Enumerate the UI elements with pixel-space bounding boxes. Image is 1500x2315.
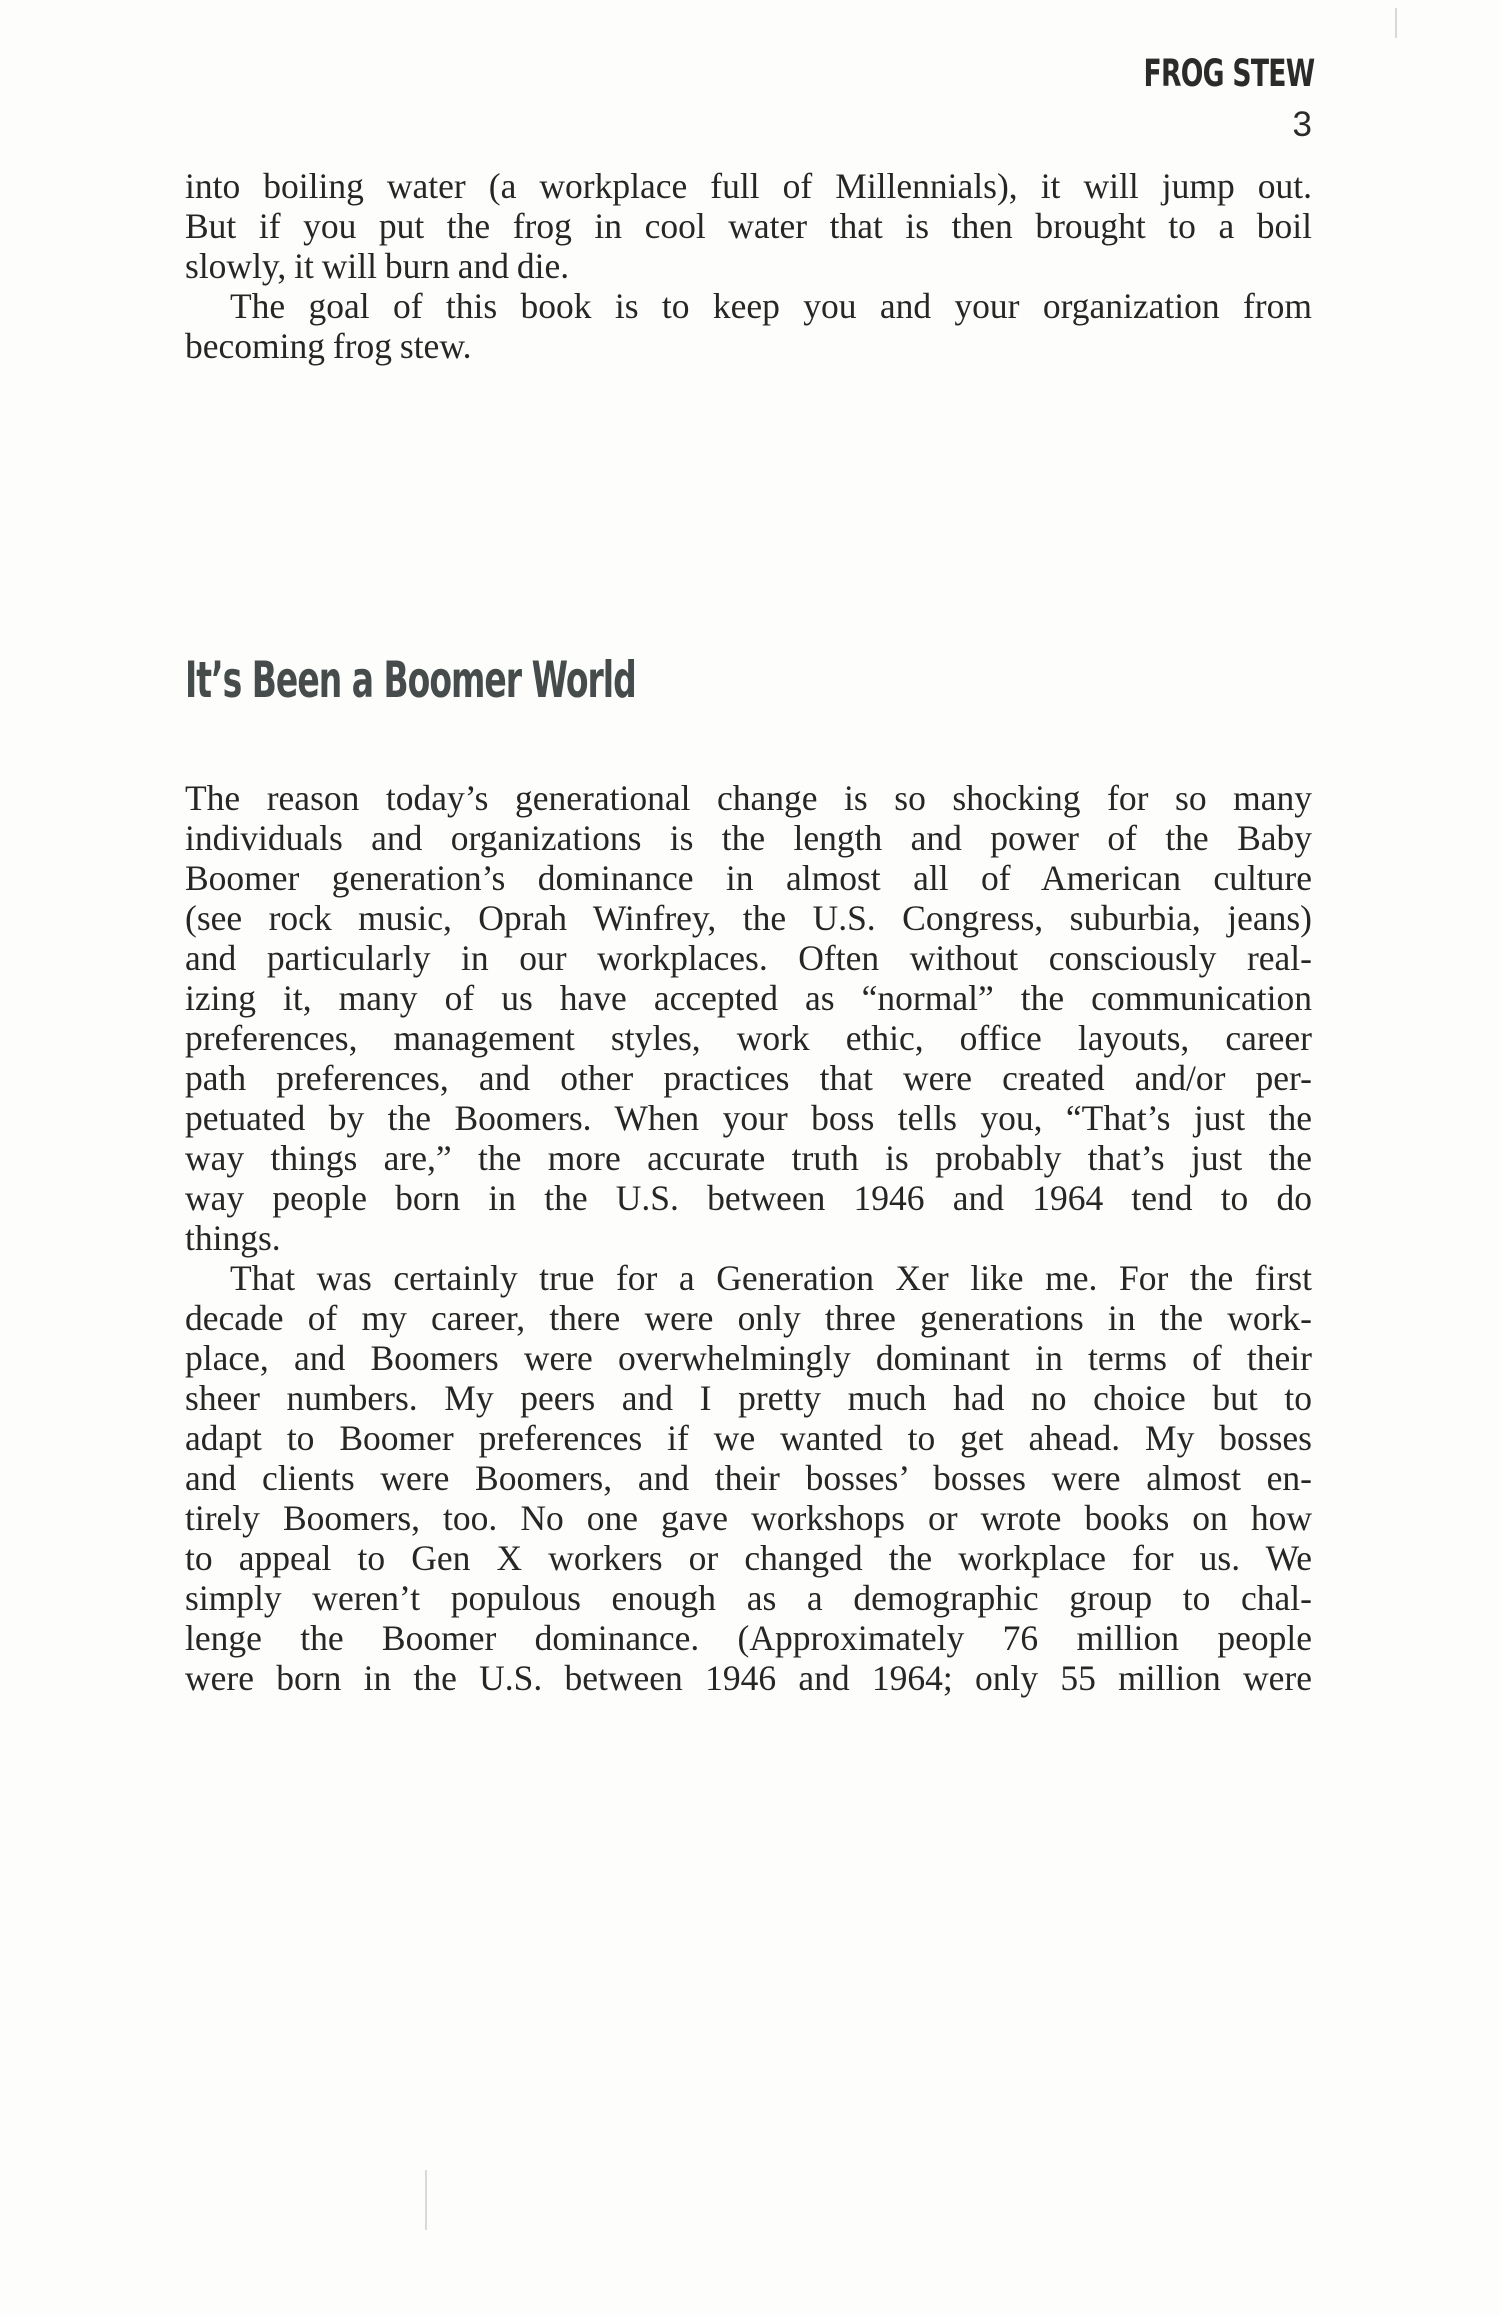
body-line: were born in the U.S. between 1946 and 1964; only 55 million were bbox=[185, 1658, 1312, 1698]
body-line: to appeal to Gen X workers or changed the workplace for us. We bbox=[185, 1538, 1312, 1578]
body-line: tirely Boomers, too. No one gave workshops or wrote books on how bbox=[185, 1498, 1312, 1538]
body-line: The reason today’s generational change is so shocking for so many bbox=[185, 778, 1312, 818]
page-number: 3 bbox=[1292, 105, 1312, 144]
body-line: simply weren’t populous enough as a demographic group to chal- bbox=[185, 1578, 1312, 1618]
body-line: becoming frog stew. bbox=[185, 326, 472, 366]
body-line: individuals and organizations is the length and power of the Baby bbox=[185, 818, 1312, 858]
body-line: The goal of this book is to keep you and your organization from bbox=[230, 286, 1312, 326]
body-line: adapt to Boomer preferences if we wanted to get ahead. My bosses bbox=[185, 1418, 1312, 1458]
scan-artifact bbox=[425, 2170, 427, 2230]
body-line: things. bbox=[185, 1218, 281, 1258]
body-line: sheer numbers. My peers and I pretty much had no choice but to bbox=[185, 1378, 1312, 1418]
body-line: way people born in the U.S. between 1946 and 1964 tend to do bbox=[185, 1178, 1312, 1218]
body-line: Boomer generation’s dominance in almost all of American culture bbox=[185, 858, 1312, 898]
body-line: lenge the Boomer dominance. (Approximately 76 million people bbox=[185, 1618, 1312, 1658]
body-line: into boiling water (a workplace full of Millennials), it will jump out. bbox=[185, 166, 1312, 206]
scan-artifact bbox=[1395, 8, 1397, 38]
body-line: and clients were Boomers, and their bosses’ bosses were almost en- bbox=[185, 1458, 1312, 1498]
body-line: place, and Boomers were overwhelmingly dominant in terms of their bbox=[185, 1338, 1312, 1378]
body-line: preferences, management styles, work ethic, office layouts, career bbox=[185, 1018, 1312, 1058]
body-line: slowly, it will burn and die. bbox=[185, 246, 570, 286]
running-head-title: FROG STEW bbox=[1143, 52, 1314, 95]
body-line: way things are,” the more accurate truth is probably that’s just the bbox=[185, 1138, 1312, 1178]
body-line: (see rock music, Oprah Winfrey, the U.S. Congress, suburbia, jeans) bbox=[185, 898, 1312, 938]
body-line: and particularly in our workplaces. Often without consciously real- bbox=[185, 938, 1312, 978]
body-line: path preferences, and other practices that were created and/or per- bbox=[185, 1058, 1312, 1098]
body-line: But if you put the frog in cool water that is then brought to a boil bbox=[185, 206, 1312, 246]
body-line: decade of my career, there were only three generations in the work- bbox=[185, 1298, 1312, 1338]
body-line: That was certainly true for a Generation Xer like me. For the first bbox=[230, 1258, 1312, 1298]
body-line: izing it, many of us have accepted as “normal” the communication bbox=[185, 978, 1312, 1018]
body-line: petuated by the Boomers. When your boss tells you, “That’s just the bbox=[185, 1098, 1312, 1138]
section-heading: It’s Been a Boomer World bbox=[185, 651, 636, 709]
